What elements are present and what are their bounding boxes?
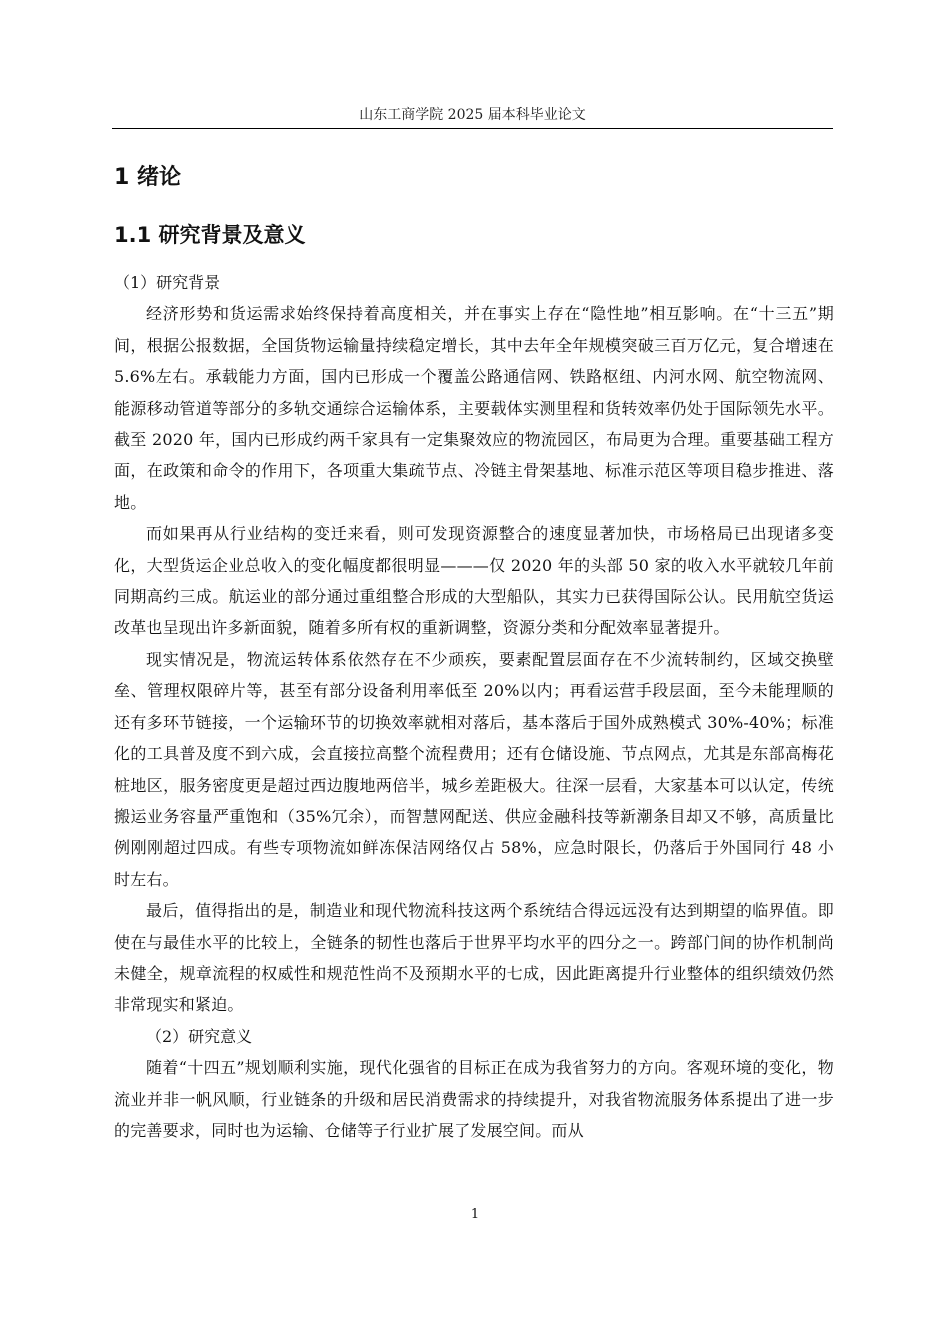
body-paragraph: 随着“十四五”规划顺利实施，现代化强省的目标正在成为我省努力的方向。客观环境的变化，物流业并非一帆风顺，行业链条的升级和居民消费需求的持续提升，对我省物流服务体系提出了进一步的完善要求，同时也为运输、仓储等子行业扩展了发展空间。而从 — [114, 1058, 834, 1140]
header-rule — [112, 128, 833, 129]
body-paragraph: 最后，值得指出的是，制造业和现代物流科技这两个系统结合得远远没有达到期望的临界值。即使在与最佳水平的比较上，全链条的韧性也落后于世界平均水平的四分之一。跨部门间的协作机制尚未健全，规章流程的权威性和规范性尚不及预期水平的七成，因此距离提升行业整体的组织绩效仍然非常现实和紧迫。 — [114, 901, 834, 1015]
body-paragraph: 而如果再从行业结构的变迁来看，则可发现资源整合的速度显著加快，市场格局已出现诸多变化，大型货运企业总收入的变化幅度都很明显———仅 2020 年的头部 50 家的收入水平就较几年前同期高约三成。航运业的部分通过重组整合形成的大型船队，其实力已获得国际公认。民用航空货运改革也呈现出许多新面貌，随着多所有权的重新调整，资源分类和分配效率显著提升。 — [114, 524, 834, 638]
section-title: 1.1 研究背景及意义 — [114, 223, 306, 247]
page-number: 1 — [470, 1207, 480, 1222]
running-header: 山东工商学院 2025 届本科毕业论文 — [359, 107, 586, 123]
subsection-heading-significance: （2）研究意义 — [146, 1026, 253, 1046]
chapter-title: 1 绪论 — [114, 165, 181, 190]
page-body — [114, 160, 834, 1146]
body-paragraph: 经济形势和货运需求始终保持着高度相关，并在事实上存在“隐性地”相互影响。在“十三五”期间，根据公报数据，全国货物运输量持续稳定增长，其中去年全年规模突破三百万亿元，复合增速在 5.6%左右。承载能力方面，国内已形成一个覆盖公路通信网、铁路枢纽、内河水网、航空物流网、能源移动管道等部分的多轨交通综合运输体系，主要载体实测里程和货转效率仍处于国际领先水平。截至 2020 年，国内已形成约两千家具有一定集聚效应的物流园区，布局更为合理。重要基础工程方面，在政策和命令的作用下，各项重大集疏节点、冷链主骨架基地、标准示范区等项目稳步推进、落地。 — [114, 304, 834, 512]
subsection-heading-background: （1）研究背景 — [114, 273, 221, 292]
body-paragraph: 现实情况是，物流运转体系依然存在不少顽疾，要素配置层面存在不少流转制约，区域交换壁垒、管理权限碎片等，甚至有部分设备利用率低至 20%以内；再看运营手段层面，至今未能理顺的还有多环节链接，一个运输环节的切换效率就相对落后，基本落后于国外成熟模式 30%-40%；标准化的工具普及度不到六成，会直接拉高整个流程费用；还有仓储设施、节点网点，尤其是东部高梅花桩地区，服务密度更是超过西边腹地两倍半，城乡差距极大。往深一层看，大家基本可以认定，传统搬运业务容量严重饱和（35%冗余），而智慧网配送、供应金融科技等新潮条目却又不够，高质量比例刚刚超过四成。有些专项物流如鲜冻保洁网络仅占 58%，应急时限长，仍落后于外国同行 48 小时左右。 — [114, 649, 834, 889]
